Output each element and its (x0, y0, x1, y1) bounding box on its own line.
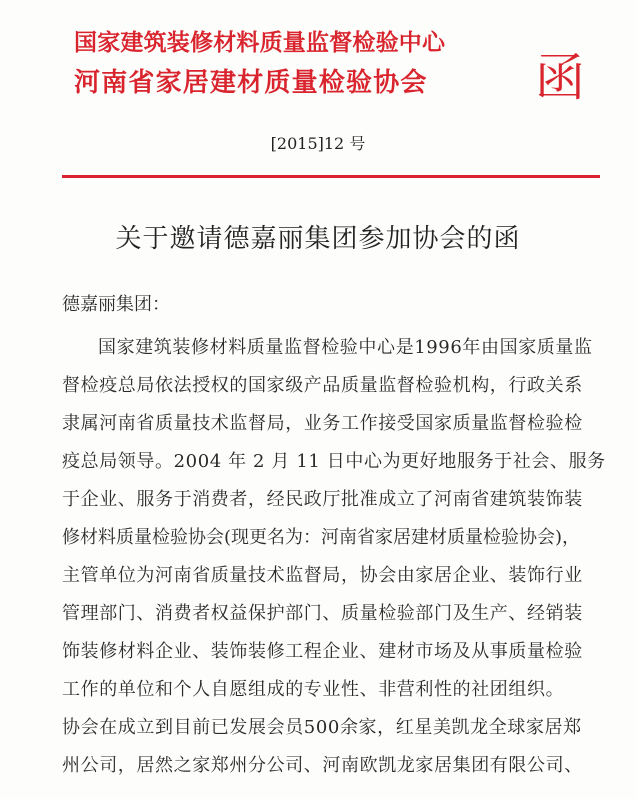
body-line: 管理部门、消费者权益保护部门、质量检验部门及生产、经销装 (62, 603, 583, 624)
body-line: 饰装修材料企业、装饰装修工程企业、建材市场及从事质量检验 (62, 641, 583, 662)
body-line: 工作的单位和个人自愿组成的专业性、非营利性的社团组织。 (62, 679, 565, 700)
body-line: 协会在成立到目前已发展会员500余家，红星美凯龙全球家居郑 (62, 717, 582, 738)
doc-number: [2015]12 号 (270, 134, 366, 153)
red-divider (62, 175, 600, 178)
letter-title: 关于邀请德嘉丽集团参加协会的函 (115, 224, 521, 254)
issuing-org-1: 国家建筑装修材料质量监督检验中心 (74, 29, 446, 56)
body-line: 国家建筑装修材料质量监督检验中心是1996年由国家质量监 (98, 337, 593, 358)
body-line: 主管单位为河南省质量技术监督局，协会由家居企业、装饰行业 (62, 565, 583, 586)
body-line: 疫总局领导。2004 年 2 月 11 日中心为更好地服务于社会、服务 (62, 451, 606, 472)
body-line: 州公司，居然之家郑州分公司、河南欧凯龙家居集团有限公司、 (62, 755, 583, 776)
body-line: 隶属河南省质量技术监督局，业务工作接受国家质量监督检验检 (62, 413, 583, 434)
salutation: 德嘉丽集团： (62, 294, 170, 315)
body-line: 督检疫总局依法授权的国家级产品质量监督检验机构，行政关系 (62, 375, 583, 396)
body-line: 于企业、服务于消费者，经民政厅批准成立了河南省建筑装饰装 (62, 489, 583, 510)
issuing-org-2: 河南省家居建材质量检验协会 (74, 68, 428, 98)
body-line: 修材料质量检验协会(现更名为：河南省家居建材质量检验协会)， (62, 527, 581, 548)
doc-type-label: 函 (535, 49, 585, 107)
